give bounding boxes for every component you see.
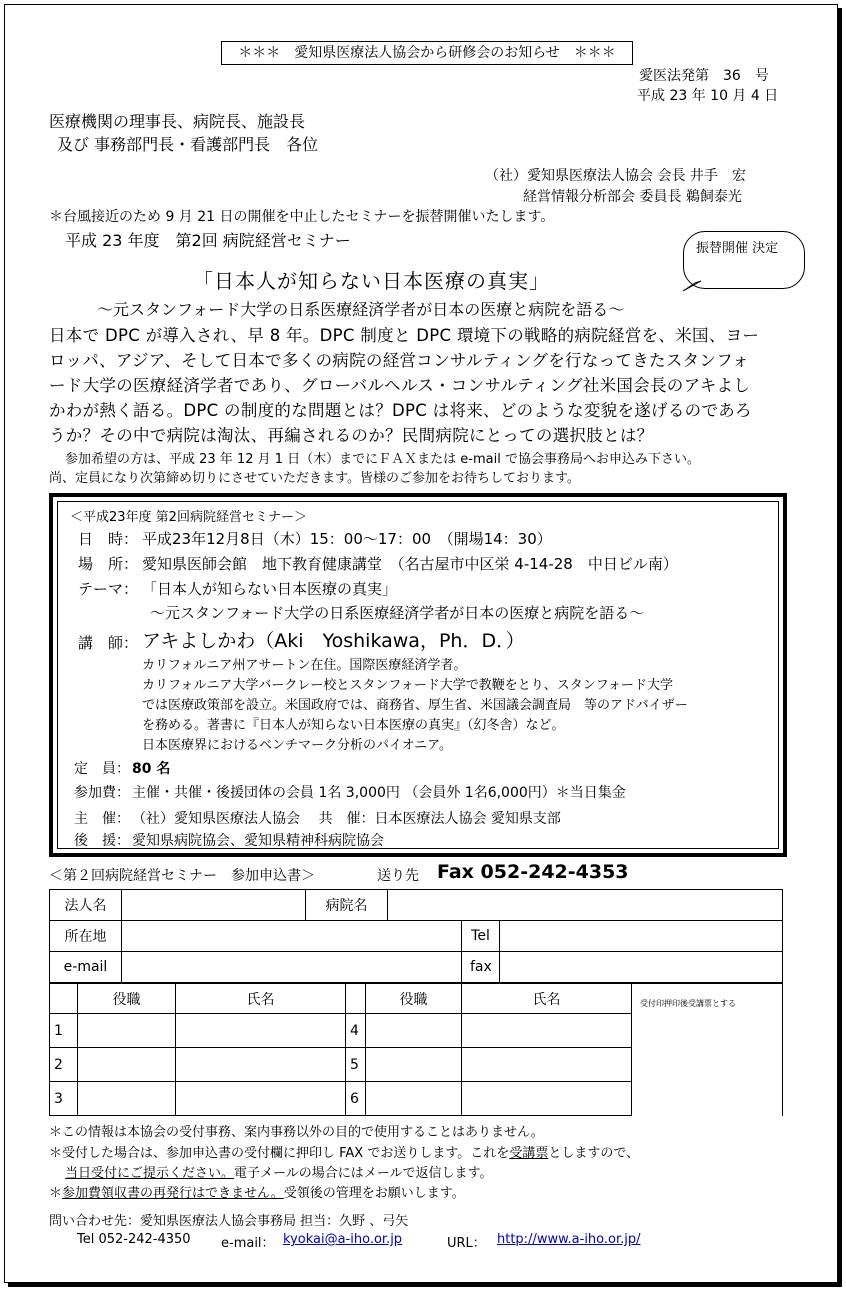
asterisk: ＊ — [49, 1186, 63, 1201]
present-ticket-note — [65, 1162, 492, 1181]
name-field[interactable] — [462, 1048, 632, 1082]
capacity-notice: 尚、定員になり次第締め切りにさせていただきます。皆様のご参加をお待ちしております。 — [49, 471, 580, 486]
position-header-right: 役職 — [366, 984, 462, 1014]
position-field[interactable] — [78, 1082, 176, 1116]
name-field[interactable] — [462, 1082, 632, 1116]
position-field[interactable] — [366, 1048, 462, 1082]
name-field[interactable] — [176, 1048, 346, 1082]
outline-heading: ＜平成23年度 第2回病院経営セミナー＞ — [70, 510, 307, 525]
support-value: 愛知県病院協会、愛知県精神科病院協会 — [132, 833, 384, 849]
reception-stamp-area — [632, 984, 783, 1116]
capacity-label: 定 員： — [74, 761, 130, 777]
name-field[interactable] — [176, 1082, 346, 1116]
theme-subtitle: ～元スタンフォード大学の日系医療経済学者が日本の医療と病院を語る～ — [150, 604, 645, 622]
form-heading: ＜第２回病院経営セミナー 参加申込書＞ — [49, 868, 315, 884]
contact-email-label: e-mail： — [221, 1236, 275, 1251]
seminar-title: 「日本人が知らない日本医療の真実」 — [193, 269, 550, 293]
seminar-outline-box — [49, 493, 787, 857]
fax-reply-note — [49, 1142, 639, 1161]
capacity-value: 80 名 — [132, 761, 171, 777]
contact-url-link[interactable]: http://www.a-iho.or.jp/ — [497, 1232, 641, 1247]
fax-reply-note-text: ＊受付した場合は、参加申込書の受付欄に押印し FAX でお送りします。これを — [49, 1146, 510, 1161]
participant-table — [49, 983, 783, 1116]
venue-label: 場 所： — [78, 555, 139, 573]
tel-label: Tel — [462, 921, 500, 952]
hospital-name-field[interactable] — [388, 890, 783, 921]
contact-tel: Tel 052-242-4350 — [77, 1232, 191, 1247]
support-label: 後 援： — [74, 833, 130, 849]
apply-instruction: 参加希望の方は、平成 23 年 12 月 1 日（木）までにＦＡＸまたは e-mail で協会事務局へお申込み下さい。 — [65, 452, 700, 467]
inquiry-line: 問い合わせ先：愛知県医療法人協会事務局 担当：久野 、弓矢 — [49, 1214, 409, 1229]
contact-email-link[interactable]: kyokai@a-iho.or.jp — [283, 1232, 403, 1247]
theme-value: 「日本人が知らない日本医療の真実」 — [142, 580, 398, 598]
lecturer-label: 講 師： — [78, 634, 139, 652]
notice-banner: ＊＊＊ 愛知県医療法人協会から研修会のお知らせ ＊＊＊ — [221, 41, 633, 65]
addressee-line-2: 及び 事務部門長・看護部門長 各位 — [57, 135, 319, 154]
address-label: 所在地 — [50, 921, 122, 952]
row-number: 1 — [50, 1014, 78, 1048]
host-value: （社）愛知県医療法人協会 共 催：日本医療法人協会 愛知県支部 — [132, 811, 561, 827]
lecturer-bio-line: では医療政策部を設立。米国政府では、商務省、厚生省、米国議会調査局 等のアドバイザー — [142, 698, 688, 713]
email-label: e-mail — [50, 952, 122, 983]
seminar-subtitle: ～元スタンフォード大学の日系医療経済学者が日本の医療と病院を語る～ — [97, 300, 625, 319]
name-field[interactable] — [176, 1014, 346, 1048]
email-field[interactable] — [122, 952, 462, 983]
number-header — [346, 984, 366, 1014]
tel-field[interactable] — [500, 921, 783, 952]
datetime-value: 平成23年12月8日（木）15：00～17：00 （開場14：30） — [142, 530, 552, 548]
seminar-heading: 平成 23 年度 第2回 病院経営セミナー — [65, 231, 351, 250]
lecturer-bio-line: 日本医療界におけるベンチマーク分析のパイオニア。 — [142, 738, 453, 753]
position-field[interactable] — [78, 1014, 176, 1048]
name-header-right: 氏名 — [462, 984, 632, 1014]
lecturer-bio-line: を務める。著書に『日本人が知らない日本医療の真実』（幻冬舎）など。 — [142, 718, 565, 733]
row-number: 2 — [50, 1048, 78, 1082]
position-field[interactable] — [78, 1048, 176, 1082]
paragraph-line: うか？その中で病院は淘汰、再編されるのか？民間病院にとっての選択肢とは？ — [49, 426, 654, 445]
ticket-term: 受講票 — [509, 1146, 549, 1161]
document-date: 平成 23 年 10 月 4 日 — [637, 88, 779, 104]
lecturer-bio-line: カリフォルニア州アサートン在住。国際医療経済学者。 — [142, 658, 467, 673]
paragraph-line: ロッパ、アジア、そして日本で多くの病院の経営コンサルティングを行なってきたスタンフォ — [49, 351, 749, 370]
receipt-note — [49, 1182, 465, 1201]
lecturer-bio-line: カリフォルニア大学バークレー校とスタンフォード大学で教鞭をとり、スタンフォード大学 — [142, 678, 674, 693]
document-number: 愛医法発第 36 号 — [639, 68, 769, 84]
paragraph-line: かわが熱く語る。DPC の制度的な問題とは？DPC は将来、どのような変貌を遂げるのであろ — [49, 401, 752, 420]
fax-reply-note-tail: としますので、 — [548, 1146, 640, 1161]
privacy-note: ＊この情報は本協会の受付事務、案内事務以外の目的で使用することはありません。 — [49, 1125, 544, 1140]
theme-label: テーマ： — [78, 580, 139, 598]
send-to-label: 送り先 — [377, 868, 419, 884]
row-number: 3 — [50, 1082, 78, 1116]
name-field[interactable] — [462, 1014, 632, 1048]
row-number: 6 — [346, 1082, 366, 1116]
corp-name-label: 法人名 — [50, 890, 122, 921]
rescheduled-callout: 振替開催 決定 — [683, 231, 805, 289]
position-field[interactable] — [366, 1014, 462, 1048]
sender-line-1: （社）愛知県医療法人協会 会長 井手 宏 — [485, 168, 746, 184]
fax-field[interactable] — [500, 952, 783, 983]
email-reply-note: 電子メールの場合にはメールで返信します。 — [234, 1166, 493, 1181]
present-at-reception: 当日受付にご提示ください。 — [65, 1166, 235, 1181]
name-header-left: 氏名 — [176, 984, 346, 1014]
datetime-label: 日 時： — [78, 530, 139, 548]
position-header-left: 役職 — [78, 984, 176, 1014]
addressee-line-1: 医療機関の理事長、病院長、施設長 — [49, 112, 306, 131]
stamp-note: 受付印押印後受講票とする — [640, 999, 736, 1008]
typhoon-note: ＊台風接近のため 9 月 21 日の開催を中止したセミナーを振替開催いたします。 — [49, 209, 555, 225]
number-header — [50, 984, 78, 1014]
row-number: 5 — [346, 1048, 366, 1082]
no-reissue-receipt: 参加費領収書の再発行はできません。 — [62, 1186, 284, 1201]
fax-number: Fax 052-242-4353 — [437, 861, 629, 883]
venue-value: 愛知県医師会館 地下教育健康講堂 （名古屋市中区栄 4-14-28 中日ビル南） — [142, 555, 678, 573]
corp-name-field[interactable] — [122, 890, 306, 921]
fee-value: 主催・共催・後援団体の会員 1名 3,000円 （会員外 1名6,000円）＊当日集金 — [132, 785, 626, 801]
lecturer-name: アキよしかわ（Aki Yoshikawa，Ph．D．） — [142, 630, 525, 652]
document-page — [4, 4, 838, 1283]
contact-url-label: URL： — [447, 1236, 486, 1251]
position-field[interactable] — [366, 1082, 462, 1116]
row-number: 4 — [346, 1014, 366, 1048]
address-field[interactable] — [122, 921, 462, 952]
fee-label: 参加費： — [74, 785, 130, 801]
fax-label: fax — [462, 952, 500, 983]
receipt-note-tail: 受領後の管理をお願いします。 — [283, 1186, 465, 1201]
paragraph-line: ード大学の医療経済学者であり、グローバルヘルス・コンサルティング社米国会長のアキよし — [49, 376, 751, 395]
hospital-name-label: 病院名 — [306, 890, 388, 921]
sender-line-2: 経営情報分析部会 委員長 鵜飼泰光 — [523, 189, 742, 205]
applicant-info-table — [49, 889, 783, 983]
host-label: 主 催： — [74, 811, 130, 827]
paragraph-line: 日本で DPC が導入され、早 8 年。DPC 制度と DPC 環境下の戦略的病院経営を、米国、ヨー — [49, 326, 760, 345]
